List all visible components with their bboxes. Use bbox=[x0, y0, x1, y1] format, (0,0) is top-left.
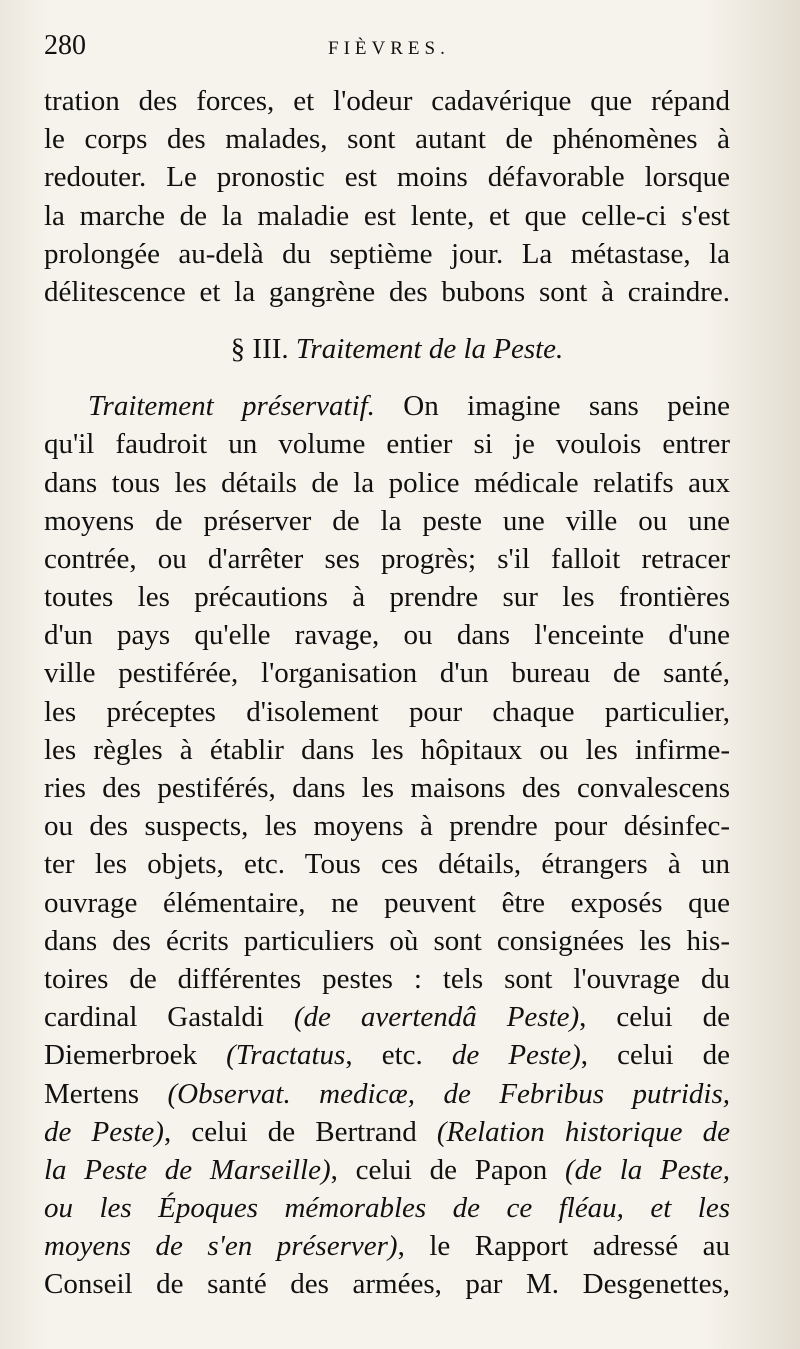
text-line: délitescence et la gangrène des bubons sont à craindre. bbox=[44, 275, 730, 308]
text-run: , celui de Bertrand bbox=[163, 1115, 437, 1148]
text-run: , celui de bbox=[580, 1039, 730, 1072]
text-line bbox=[44, 1151, 730, 1189]
text-line bbox=[44, 1036, 730, 1074]
text-run: , celui de Papon bbox=[330, 1153, 565, 1186]
text-line bbox=[44, 998, 730, 1036]
paragraph-prognosis bbox=[44, 82, 730, 311]
citation-title: de Peste) bbox=[451, 1039, 581, 1072]
text-line: Conseil de santé des armées, par M. Desgenettes, bbox=[44, 1268, 730, 1301]
section-number: § III. bbox=[230, 333, 289, 366]
text-line: les préceptes d'isolement pour chaque particulier, bbox=[44, 695, 730, 728]
text-run: Mertens bbox=[44, 1077, 168, 1110]
citation-title: (de la Peste, bbox=[564, 1153, 731, 1186]
text-line: contrée, ou d'arrêter ses progrès; s'il falloit retracer bbox=[44, 542, 730, 575]
text-line bbox=[44, 1227, 730, 1265]
section-heading bbox=[44, 311, 730, 387]
text-run: Diemerbroek bbox=[44, 1039, 227, 1072]
paragraph-preventive-treatment bbox=[44, 387, 730, 1304]
section-title: Traitement de la Peste. bbox=[295, 333, 564, 366]
text-line: ou des suspects, les moyens à prendre pour désinfec- bbox=[44, 810, 730, 843]
citation-title: (Relation historique de bbox=[436, 1115, 730, 1148]
text-line: redouter. Le pronostic est moins défavorable lorsque bbox=[44, 161, 730, 194]
text-line: toutes les précautions à prendre sur les frontières bbox=[44, 581, 730, 614]
citation-title: de Peste) bbox=[44, 1115, 164, 1148]
text-line: la marche de la maladie est lente, et que celle-ci s'est bbox=[44, 199, 730, 232]
lead-italic: Traitement préservatif. bbox=[88, 390, 375, 423]
page-header bbox=[44, 30, 730, 82]
text-line: ville pestiférée, l'organisation d'un bureau de santé, bbox=[44, 657, 730, 690]
text-run: , le Rapport adressé au bbox=[397, 1230, 730, 1263]
text-run: On imagine sans peine bbox=[374, 390, 730, 423]
citation-title: moyens de s'en préserver) bbox=[44, 1230, 398, 1263]
text-line: d'un pays qu'elle ravage, ou dans l'enceinte d'une bbox=[44, 619, 730, 652]
text-line: moyens de préserver de la peste une ville ou une bbox=[44, 504, 730, 537]
text-run: , etc. bbox=[345, 1039, 452, 1072]
running-title: FIÈVRES. bbox=[328, 38, 450, 59]
text-line bbox=[44, 387, 730, 425]
text-line: qu'il faudroit un volume entier si je voulois entrer bbox=[44, 428, 730, 461]
text-line: prolongée au-delà du septième jour. La métastase, la bbox=[44, 237, 730, 270]
text-line: ou les Époques mémorables de ce fléau, et les bbox=[44, 1192, 730, 1225]
text-line bbox=[44, 1075, 730, 1113]
text-line: ries des pestiférés, dans les maisons des convalescens bbox=[44, 772, 730, 804]
citation-title: (Observat. medicæ, de Febribus putridis, bbox=[167, 1077, 730, 1110]
text-run: cardinal Gastaldi bbox=[44, 1001, 294, 1034]
text-run: , celui de bbox=[579, 1001, 730, 1034]
page-number: 280 bbox=[44, 30, 86, 61]
citation-title: (de avertendâ Peste) bbox=[293, 1001, 580, 1034]
text-line: toires de différentes pestes : tels sont l'ouvrage du bbox=[44, 962, 730, 995]
text-line: tration des forces, et l'odeur cadavérique que répand bbox=[44, 85, 730, 117]
citation-title: (Tractatus bbox=[226, 1039, 346, 1072]
text-line bbox=[44, 1113, 730, 1151]
text-line: ouvrage élémentaire, ne peuvent être exposés que bbox=[44, 886, 730, 919]
text-line: les règles à établir dans les hôpitaux ou les infirme- bbox=[44, 733, 730, 766]
text-line: le corps des malades, sont autant de phénomènes à bbox=[44, 123, 730, 156]
text-line: dans des écrits particuliers où sont consignées les his- bbox=[44, 924, 730, 957]
text-line: ter les objets, etc. Tous ces détails, étrangers à un bbox=[44, 848, 730, 881]
citation-title: la Peste de Marseille) bbox=[44, 1153, 331, 1186]
text-line: dans tous les détails de la police médicale relatifs aux bbox=[44, 466, 730, 499]
